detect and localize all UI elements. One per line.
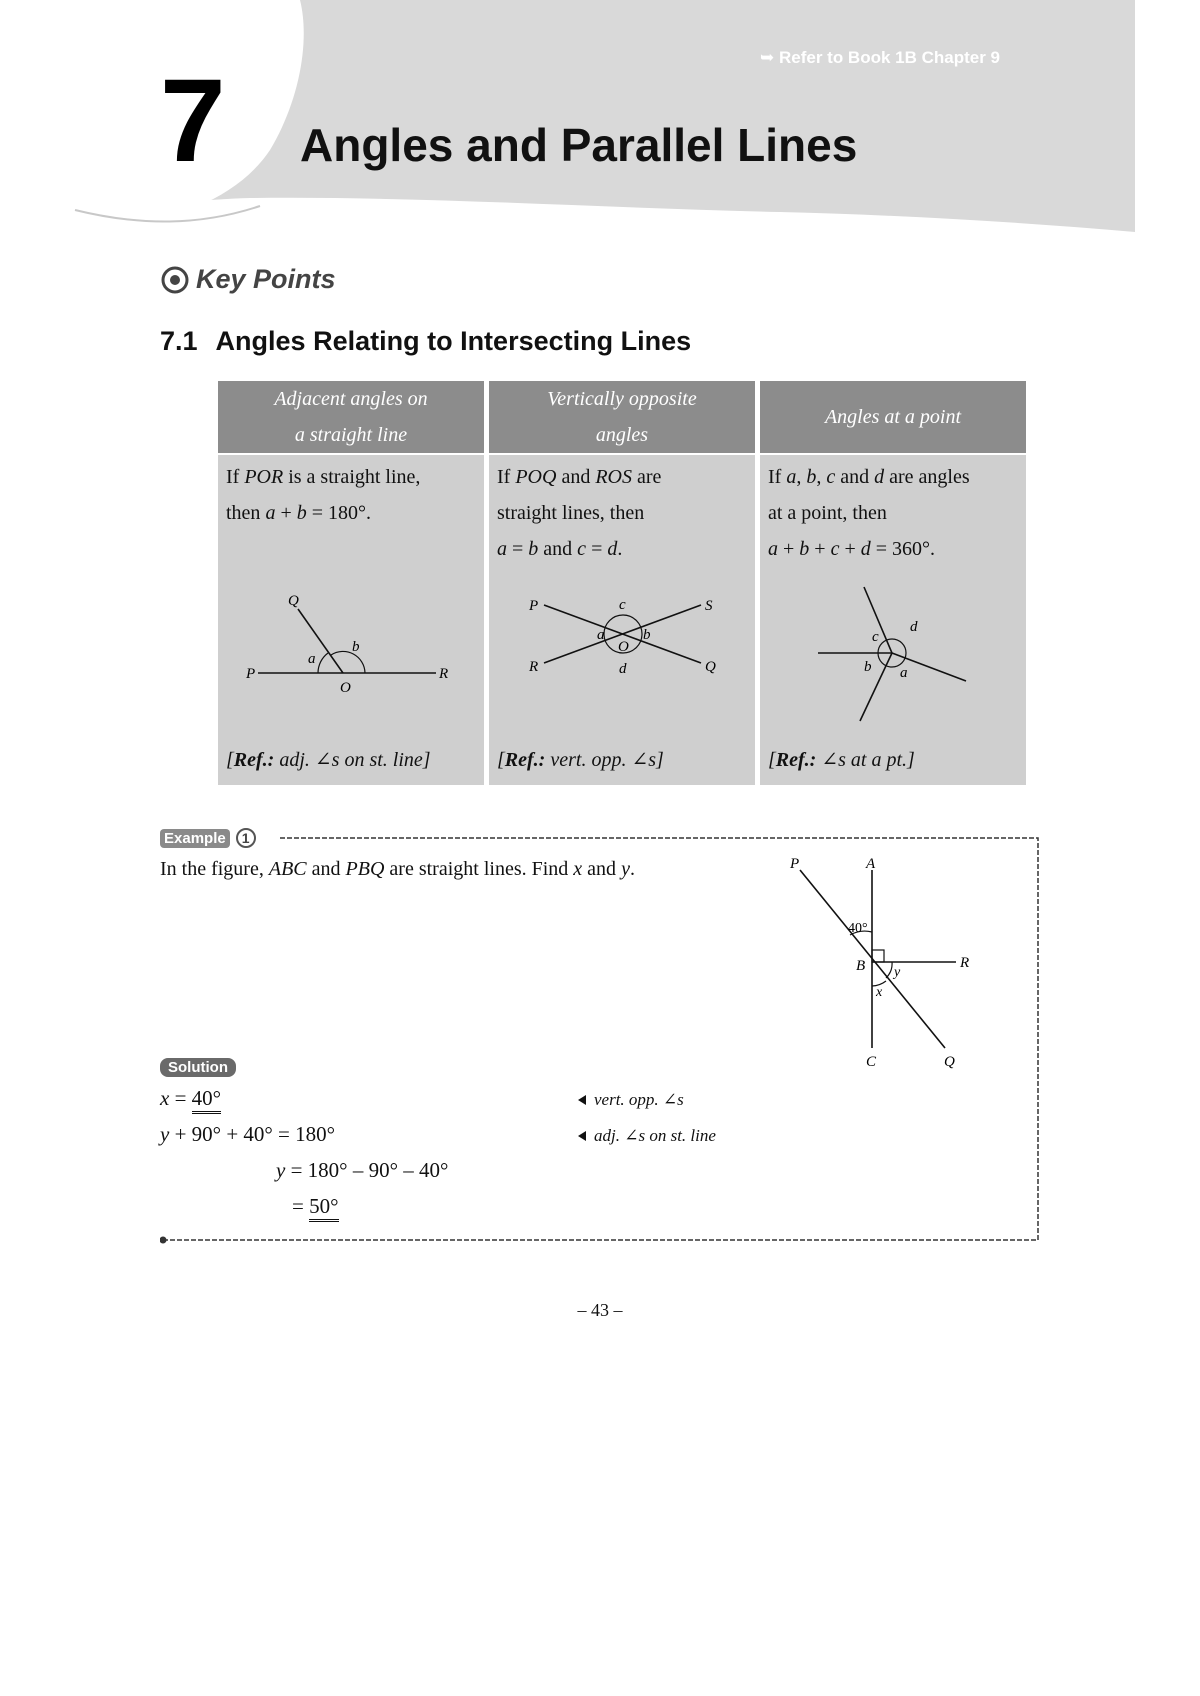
column-body [760, 455, 1026, 785]
example-badge [160, 826, 256, 850]
label-d: d [910, 619, 918, 635]
column-statement: If POQ and ROS are straight lines, then a = b and c = d. [497, 466, 662, 560]
column-header [489, 381, 755, 453]
solution-badge: Solution [160, 1058, 236, 1077]
column-reference: [Ref.: vert. opp. ∠s] [497, 749, 664, 771]
column-statement: If a, b, c and d are angles at a point, then a + b + c + d = 360°. [768, 466, 970, 560]
ref-text: adj. ∠s on st. line [279, 749, 423, 771]
example-figure [780, 852, 980, 1072]
solution-line-2: y + 90° + 40° = 180° [160, 1122, 336, 1146]
ref-prefix: Ref.: [504, 749, 546, 771]
example-question: In the figure, ABC and PBQ are straight lines. Find x and y. [160, 858, 635, 880]
header-line: Adjacent angles on [274, 388, 428, 410]
reason-text: adj. ∠s on st. line [594, 1126, 716, 1145]
label-p: P [790, 856, 800, 872]
key-points-label: Key Points [196, 264, 336, 294]
chapter-title: Angles and Parallel Lines [300, 119, 858, 171]
label-c: C [866, 1054, 877, 1070]
label-a: A [866, 856, 876, 872]
example-label: Example [160, 829, 230, 848]
key-points-heading [160, 264, 336, 295]
label-c: c [619, 597, 626, 613]
target-icon [160, 265, 190, 295]
label-o: O [340, 680, 351, 696]
header-line: Vertically opposite [547, 388, 697, 410]
header-line: angles [595, 424, 649, 446]
column-statement: If POR is a straight line, then a + b = 180°. [226, 466, 421, 524]
label-p: P [246, 666, 256, 682]
section-title [160, 326, 691, 357]
label-c: c [872, 629, 879, 645]
label-p: P [529, 598, 539, 614]
solution-line-4: = 50° [292, 1194, 339, 1219]
reason-text: vert. opp. ∠s [594, 1090, 684, 1109]
ref-text: vert. opp. ∠s [550, 749, 656, 771]
angles-at-point-figure [760, 575, 1026, 725]
section-title-text: Angles Relating to Intersecting Lines [215, 326, 692, 356]
column-reference: [Ref.: ∠s at a pt.] [768, 749, 915, 771]
solution-reason [578, 1126, 716, 1146]
label-b: B [856, 958, 866, 974]
page-number: – 43 – [577, 1300, 623, 1320]
table-column-vertically-opposite [489, 381, 755, 785]
header-line: a straight line [294, 424, 408, 446]
label-y: y [894, 965, 901, 980]
header-line: Angles at a point [824, 406, 962, 428]
label-angle-40: 40° [848, 921, 868, 936]
column-body [489, 455, 755, 785]
pointer-icon [578, 1095, 586, 1105]
book-reference-note: ➥ Refer to Book 1B Chapter 9 [760, 48, 1001, 67]
solution-line-1: x = 40° [160, 1086, 221, 1111]
key-points-table [218, 381, 1026, 785]
label-d: d [619, 661, 627, 677]
label-q: Q [944, 1054, 955, 1070]
label-q: Q [288, 593, 299, 609]
label-x: x [876, 985, 883, 1000]
label-s: S [705, 598, 713, 614]
section-number: 7.1 [160, 326, 198, 356]
label-a: a [900, 665, 908, 681]
adjacent-angles-figure [218, 575, 484, 705]
vertically-opposite-angles-figure [489, 575, 755, 705]
solution-reason [578, 1090, 684, 1110]
table-column-angles-at-point [760, 381, 1026, 785]
table-column-adjacent [218, 381, 484, 785]
column-header [760, 381, 1026, 453]
solution-line-3: y = 180° – 90° – 40° [276, 1158, 449, 1182]
label-r: R [439, 666, 449, 682]
label-b: b [643, 627, 651, 643]
pointer-icon [578, 1131, 586, 1141]
label-a: a [597, 627, 605, 643]
column-body [218, 455, 484, 785]
chapter-number: 7 [160, 55, 222, 187]
ref-text: ∠s at a pt. [821, 749, 907, 771]
label-r: R [960, 955, 970, 971]
label-r: R [529, 659, 539, 675]
column-reference: [Ref.: adj. ∠s on st. line] [226, 749, 431, 771]
label-a: a [308, 651, 316, 667]
ref-prefix: Ref.: [775, 749, 817, 771]
column-header [218, 381, 484, 453]
label-b: b [352, 639, 360, 655]
label-o: O [618, 639, 629, 655]
example-number: 1 [236, 828, 256, 848]
label-b: b [864, 659, 872, 675]
ref-prefix: Ref.: [233, 749, 275, 771]
label-q: Q [705, 659, 716, 675]
